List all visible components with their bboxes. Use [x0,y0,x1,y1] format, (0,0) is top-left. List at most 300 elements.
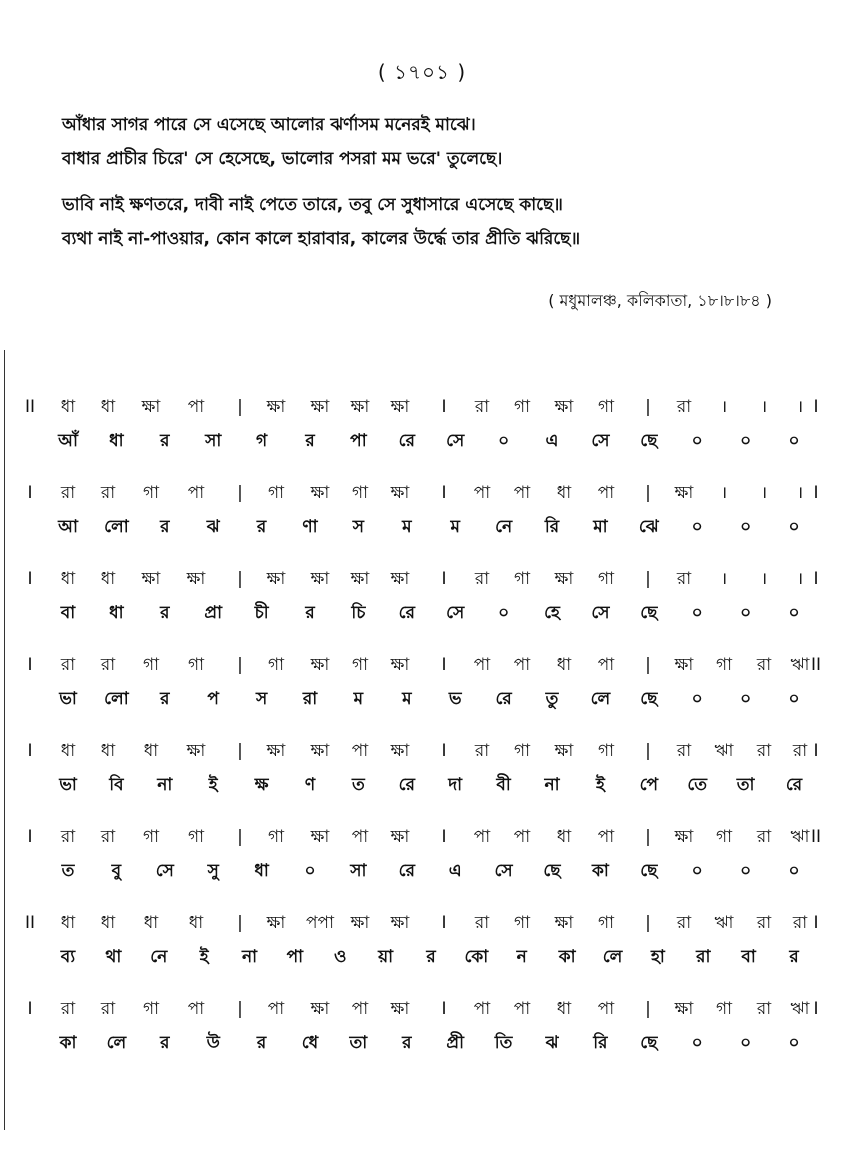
swara-note: রা [100,655,116,675]
swara-note: গা [715,827,733,847]
lyric-syllable: রে [398,775,415,795]
swara-note: রা [756,655,772,675]
lyric-syllable: তা [736,775,755,795]
lyric-syllable: সু [207,861,219,881]
swara-note: গা [715,655,733,675]
lyric-syllable: ০ [691,861,703,881]
lyric-syllable: বী [496,775,511,795]
lyric-syllable: লে [602,947,623,967]
lyric-syllable: ০ [740,431,752,451]
swara-note: ঋা [714,913,734,933]
swara-row [24,994,824,1024]
swara-note: পা [351,741,369,761]
lyric-row [24,598,824,628]
lyric-syllable: ভা [59,775,77,795]
lyric-syllable: মা [593,517,608,537]
lyric-syllable: সা [205,431,222,451]
swara-note: । [720,397,728,417]
swara-row [24,908,824,938]
swara-note: গা [513,397,531,417]
lyric-syllable: ০ [498,431,510,451]
swara-note: ক্ষা [350,913,370,933]
bar-line: I [27,483,33,503]
bar-line: II [24,397,36,417]
bar-line: II [810,827,822,847]
lyric-syllable: ধা [109,603,124,623]
lyric-syllable: ০ [740,517,752,537]
swara-row [24,392,824,422]
swara-note: ক্ষা [310,483,330,503]
swara-note: রা [756,999,772,1019]
swara-row [24,736,824,766]
swara-note: পা [597,483,615,503]
lyric-syllable: য়া [378,947,394,967]
swara-note: রা [60,655,76,675]
swara-note: ক্ষা [350,397,370,417]
swara-note: ক্ষা [266,741,286,761]
lyric-syllable: ত [352,775,365,795]
lyric-syllable: ঝ [206,517,220,537]
swara-note: ক্ষা [390,999,410,1019]
lyric-syllable: স [352,517,365,537]
swara-note: ক্ষা [554,741,574,761]
swara-note: পা [351,827,369,847]
swara-note: রা [100,999,116,1019]
margin-rule [4,350,5,1130]
swara-note: ঋা [790,999,810,1019]
lyric-syllable: বা [60,603,76,623]
lyric-syllable: রে [398,603,415,623]
lyric-syllable: তু [545,689,559,709]
lyric-syllable: র [789,947,799,967]
lyric-syllable: প্রী [446,1033,464,1053]
lyric-syllable: ভ [448,689,462,709]
page-number: ( ১৭০১ ) [377,60,467,84]
swara-note: রা [474,913,490,933]
lyric-syllable: ণা [302,517,318,537]
swara-note: ধা [60,397,76,417]
lyric-row [24,856,824,886]
lyric-syllable: রে [398,431,415,451]
lyric-syllable: ০ [691,431,703,451]
lyric-syllable: ম [402,517,412,537]
swara-note: ক্ষা [350,569,370,589]
swara-note: গা [142,827,160,847]
swara-note: রা [792,741,808,761]
swara-note: ধা [100,569,116,589]
lyric-syllable: ই [595,775,605,795]
lyric-syllable: নে [150,947,168,967]
swara-note: ক্ষা [310,655,330,675]
swara-note: পা [473,483,491,503]
lyric-syllable: এ [545,431,559,451]
bar-line: | [645,569,651,589]
bar-line: I [441,741,447,761]
lyric-syllable: রা [696,947,711,967]
poem-text [62,108,822,256]
swara-note: পা [267,999,285,1019]
bar-line: | [237,999,243,1019]
swara-note: । [760,483,768,503]
swara-note: । [720,483,728,503]
lyric-syllable: ব্য [60,947,76,967]
swara-note: ধা [60,741,76,761]
lyric-syllable: লো [104,689,129,709]
lyric-syllable: ন [516,947,527,967]
lyric-syllable: ০ [691,689,703,709]
swara-note: গা [513,913,531,933]
swara-note: ক্ষা [390,569,410,589]
swara-note: গা [142,655,160,675]
swara-note: ক্ষা [266,397,286,417]
lyric-syllable: গ [256,431,268,451]
bar-line: | [237,913,243,933]
lyric-syllable: ত [61,861,75,881]
attribution: ( মধুমালঞ্চ, কলিকাতা, ১৮।৮।৮৪ ) [548,291,772,310]
lyric-syllable: র [160,603,170,623]
lyric-syllable: তি [494,1033,513,1053]
swara-note: পা [597,655,615,675]
lyric-syllable: কো [464,947,489,967]
swara-note: ক্ষা [186,569,206,589]
lyric-syllable: সে [591,431,610,451]
lyric-syllable: সে [494,861,513,881]
lyric-syllable: তে [687,775,708,795]
swara-note: ক্ষা [390,913,410,933]
swara-note: ক্ষা [674,827,694,847]
bar-line: I [27,827,33,847]
swara-note: গা [187,827,205,847]
swara-note: গা [597,913,615,933]
swara-note: রা [676,397,692,417]
swara-note: রা [676,913,692,933]
swara-note: ক্ষা [390,397,410,417]
lyric-syllable: র [426,947,436,967]
swara-note: পা [597,827,615,847]
swara-note: ক্ষা [674,655,694,675]
swara-note: রা [100,827,116,847]
lyric-syllable: ও [333,947,347,967]
lyric-syllable: ম [353,689,364,709]
lyric-syllable: হা [650,947,665,967]
swara-note: ঋা [790,655,810,675]
bar-line: | [237,483,243,503]
swara-note: ধা [100,741,116,761]
swara-note: ধা [143,913,159,933]
bar-line: | [645,999,651,1019]
lyric-syllable: র [160,689,170,709]
swara-note: গা [597,397,615,417]
swara-note: গা [187,655,205,675]
notation-line [24,736,824,822]
swara-row [24,478,824,508]
lyric-syllable: প্রা [204,603,222,623]
swara-note: ঋা [714,741,734,761]
swara-note: রা [60,999,76,1019]
bar-line: I [813,913,819,933]
lyric-syllable: হে [544,603,560,623]
lyric-syllable: বি [109,775,124,795]
swara-note: ক্ষা [266,569,286,589]
lyric-syllable: র [256,1033,267,1053]
swara-note: পা [513,999,531,1019]
lyric-row [24,512,824,542]
lyric-syllable: ধা [254,861,269,881]
swara-note: ক্ষা [266,913,286,933]
bar-line: II [24,913,36,933]
swara-note: গা [142,999,160,1019]
bar-line: I [27,569,33,589]
swara-note: রা [792,913,808,933]
bar-line: | [645,741,651,761]
swara-note: । [796,397,804,417]
poem-line: ভাবি নাই ক্ষণতরে, দাবী নাই পেতে তারে, তবু সে সুধাসারে এসেছে কাছে॥ [62,195,563,215]
swara-note: ধা [60,569,76,589]
swara-note: পা [513,483,531,503]
bar-line: | [237,397,243,417]
notation-line [24,478,824,564]
swara-note: পা [351,999,369,1019]
swara-note: ক্ষা [141,569,161,589]
lyric-syllable: ০ [691,517,703,537]
bar-line: I [27,999,33,1019]
lyric-syllable: আঁ [58,431,78,451]
swara-note: রা [756,913,772,933]
swara-note: ধা [60,913,76,933]
swara-note: ধা [556,483,572,503]
bar-line: | [645,397,651,417]
swara-note: ক্ষা [554,913,574,933]
swara-note: ক্ষা [141,397,161,417]
bar-line: I [813,999,819,1019]
swara-note: গা [513,569,531,589]
swara-note: রা [474,397,490,417]
lyric-syllable: ম [402,689,412,709]
swara-note: ক্ষা [674,999,694,1019]
swara-note: ক্ষা [310,397,330,417]
lyric-syllable: র [256,517,267,537]
notation-line [24,908,824,994]
bar-line: I [441,397,447,417]
lyric-row [24,770,824,800]
swara-note: গা [267,655,285,675]
swara-note: গা [351,483,369,503]
lyric-syllable: পা [286,947,304,967]
lyric-syllable: ০ [304,861,316,881]
lyric-row [24,942,824,972]
lyric-syllable: নে [495,517,513,537]
swara-note: রা [676,741,692,761]
bar-line: I [441,999,447,1019]
swara-note: ধা [556,655,572,675]
lyric-syllable: না [241,947,258,967]
lyric-syllable: ০ [691,1033,703,1053]
swara-note: গা [142,483,160,503]
lyric-syllable: র [402,1033,412,1053]
swara-note: ক্ষা [310,569,330,589]
swara-note: রা [60,827,76,847]
swara-row [24,822,824,852]
lyric-syllable: ০ [788,861,800,881]
lyric-syllable: র [160,517,170,537]
swara-note: । [796,569,804,589]
swara-note: ধা [556,999,572,1019]
swara-note: গা [715,999,733,1019]
swara-note: গা [351,655,369,675]
swara-note: গা [597,741,615,761]
swara-note: পা [187,483,205,503]
lyric-syllable: পে [639,775,659,795]
lyric-syllable: ০ [498,603,510,623]
lyric-syllable: লে [106,1033,127,1053]
bar-line: I [441,483,447,503]
lyric-syllable: আ [58,517,78,537]
lyric-syllable: স [255,689,268,709]
bar-line: | [237,655,243,675]
lyric-syllable: র [305,603,315,623]
notation-block [24,392,824,1080]
lyric-syllable: ভা [59,689,77,709]
lyric-syllable: থা [105,947,122,967]
lyric-syllable: ০ [740,603,752,623]
swara-note: রা [756,741,772,761]
lyric-syllable: র [305,431,315,451]
swara-note: ক্ষা [186,741,206,761]
swara-note: ক্ষা [310,827,330,847]
bar-line: I [441,569,447,589]
swara-note: রা [474,741,490,761]
lyric-syllable: তা [349,1033,368,1053]
bar-line: I [441,655,447,675]
lyric-syllable: ঝে [638,517,659,537]
swara-note: ক্ষা [674,483,694,503]
lyric-syllable: রে [785,775,803,795]
lyric-syllable: ঝ [545,1033,559,1053]
swara-note: ক্ষা [390,483,410,503]
lyric-syllable: কা [591,861,609,881]
lyric-syllable: ণ [304,775,316,795]
swara-note: । [760,397,768,417]
lyric-syllable: সে [155,861,174,881]
bar-line: | [645,483,651,503]
swara-note: রা [756,827,772,847]
bar-line: | [237,827,243,847]
swara-note: গা [267,827,285,847]
lyric-syllable: না [157,775,173,795]
lyric-syllable: ছে [543,861,561,881]
bar-line: I [813,741,819,761]
poem-line: বাধার প্রাচীর চিরে' সে হেসেছে, ভালোর পসরা মম ভরে' তুলেছে। [62,149,503,169]
swara-note: ক্ষা [390,741,410,761]
swara-note: পা [473,999,491,1019]
lyric-syllable: বু [111,861,122,881]
swara-note: রা [60,483,76,503]
lyric-syllable: ই [199,947,209,967]
swara-note: । [720,569,728,589]
swara-note: পপা [305,913,335,933]
swara-note: রা [100,483,116,503]
bar-line: I [813,397,819,417]
lyric-syllable: চী [254,603,269,623]
bar-line: I [813,483,819,503]
lyric-syllable: কা [558,947,576,967]
lyric-syllable: ০ [740,1033,752,1053]
lyric-syllable: ০ [788,603,800,623]
bar-line: I [27,741,33,761]
notation-line [24,392,824,478]
lyric-syllable: র [160,1033,170,1053]
lyric-syllable: রে [398,861,415,881]
bar-line: I [441,913,447,933]
swara-note: ক্ষা [310,999,330,1019]
swara-note: । [796,483,804,503]
lyric-syllable: ছে [640,603,658,623]
bar-line: | [645,913,651,933]
swara-note: রা [676,569,692,589]
lyric-syllable: উ [206,1033,220,1053]
lyric-syllable: ০ [788,431,800,451]
swara-note: পা [473,827,491,847]
notation-line [24,822,824,908]
lyric-row [24,684,824,714]
lyric-row [24,1028,824,1058]
bar-line: I [813,569,819,589]
swara-note: ধা [188,913,204,933]
swara-note: পা [513,827,531,847]
lyric-syllable: ০ [740,861,752,881]
lyric-syllable: ০ [788,689,800,709]
notation-line [24,650,824,736]
swara-note: গা [597,569,615,589]
swara-note: ক্ষা [554,397,574,417]
lyric-syllable: এ [448,861,462,881]
lyric-syllable: না [544,775,560,795]
swara-note: ক্ষা [310,741,330,761]
lyric-row [24,426,824,456]
lyric-syllable: ধে [301,1033,319,1053]
swara-note: গা [513,741,531,761]
lyric-syllable: লে [590,689,611,709]
bar-line: II [810,655,822,675]
swara-note: পা [187,397,205,417]
swara-note: । [760,569,768,589]
swara-note: রা [474,569,490,589]
lyric-syllable: ০ [740,689,752,709]
lyric-syllable: ছে [640,689,658,709]
lyric-syllable: র [160,431,170,451]
swara-note: পা [187,999,205,1019]
lyric-syllable: সা [350,861,367,881]
swara-note: ক্ষা [390,655,410,675]
lyric-syllable: পা [350,431,367,451]
lyric-syllable: সে [446,603,465,623]
lyric-syllable: রি [593,1033,608,1053]
swara-row [24,650,824,680]
swara-note: ধা [100,913,116,933]
bar-line: I [441,827,447,847]
lyric-syllable: ছে [640,1033,658,1053]
swara-note: পা [597,999,615,1019]
swara-note: ক্ষা [554,569,574,589]
lyric-syllable: ০ [788,517,800,537]
lyric-syllable: বা [741,947,756,967]
lyric-syllable: ক্ষ [254,775,269,795]
lyric-syllable: ম [450,517,460,537]
bar-line: | [237,569,243,589]
swara-note: ধা [143,741,159,761]
lyric-syllable: ০ [788,1033,800,1053]
lyric-syllable: রি [544,517,560,537]
